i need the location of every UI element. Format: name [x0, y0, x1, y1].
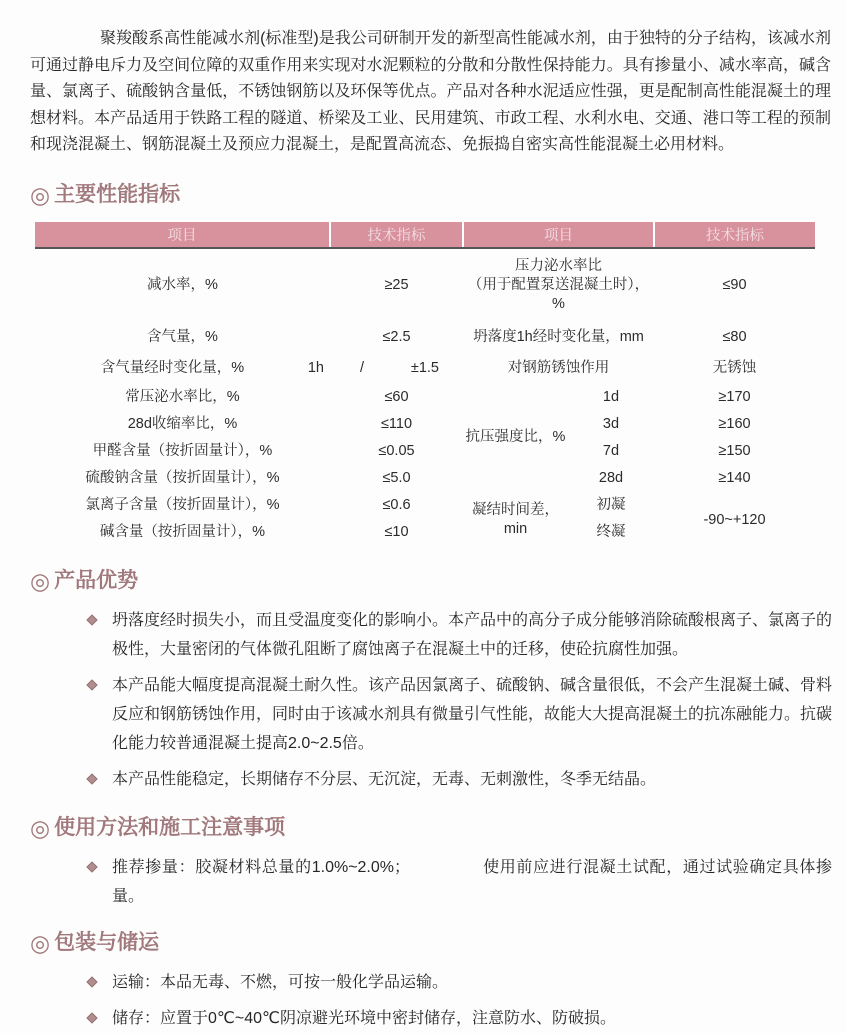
dosage-text: 推荐掺量：胶凝材料总量的1.0%~2.0%；	[112, 858, 411, 876]
perf-label: 碱含量（按折固量计），%	[99, 523, 266, 540]
perf-value: ≤0.05	[378, 442, 415, 459]
table-row	[35, 411, 815, 438]
diamond-bullet-icon	[86, 861, 97, 872]
transport-item	[30, 968, 832, 997]
double-circle-icon: ◎	[30, 567, 51, 594]
intro-paragraph: 聚羧酸系高性能减水剂(标准型)是我公司研制开发的新型高性能减水剂，由于独特的分子结构，该减水剂可通过静电斥力及空间位障的双重作用来实现对水泥颗粒的分散和分散性保持能力。具有掺量小、减水率高，碱含量、氯离子、硫酸钠含量低，不锈蚀钢筋以及环保等优点。产品对各种水泥适应性强，更是配制高性能混凝土的理想材料。本产品适用于铁路工程的隧道、桥梁及工业、民用建筑、市政工程、水利水电、交通、港口等工程的预制和现浇混凝土、钢筋混凝土及预应力混凝土，是配置高流态、免振捣自密实高性能混凝土必用材料。	[30, 30, 831, 154]
table-row	[35, 492, 815, 519]
advantage-text: 本产品能大幅度提高混凝土耐久性。该产品因氯离子、硫酸钠、碱含量很低，不会产生混凝土碱、骨料反应和钢筋锈蚀作用，同时由于该减水剂具有微量引气性能，故能大大提高混凝土的抗冻融能力。抗碳化能力较普通混凝土提高2.0~2.5倍。	[112, 676, 833, 752]
performance-table	[35, 222, 815, 549]
perf-label: 减水率，%	[147, 276, 218, 293]
table-row	[35, 465, 815, 492]
storage-item	[30, 1004, 832, 1033]
header-indicator-left: 技术指标	[330, 222, 463, 248]
section-title-packaging: 包装与储运	[54, 930, 160, 954]
section-title-usage: 使用方法和施工注意事项	[54, 815, 286, 839]
advantage-text: 坍落度经时损失小，而且受温度变化的影响小。本产品中的高分子成分能够消除硫酸根离子、氯离子的极性，大量密闭的气体微孔阻断了腐蚀离子在混凝土中的迁移，使砼抗腐性加强。	[112, 611, 833, 658]
transport-text: 运输：本品无毒、不燃，可按一般化学品运输。	[112, 973, 449, 991]
storage-text: 储存：应置于0℃~40℃阴凉避光环境中密封储存，注意防水、防破损。	[112, 1009, 616, 1027]
header-item-right: 项目	[463, 222, 654, 248]
strength-age: 28d	[598, 469, 624, 486]
table-row	[35, 248, 815, 322]
table-row	[35, 322, 815, 353]
pressure-label-line2: （用于配置泵送混凝土时），%	[467, 276, 650, 312]
strength-age: 7d	[602, 442, 620, 459]
header-item-left: 项目	[35, 222, 330, 248]
usage-item	[30, 853, 832, 911]
perf-label	[35, 353, 330, 384]
perf-label: 常压泌水率比，%	[125, 388, 240, 405]
packaging-list	[30, 968, 831, 1033]
strength-group-label: 抗压强度比，%	[465, 429, 566, 446]
perf-label: 硫酸钠含量（按折固量计），%	[85, 469, 280, 486]
perf-label: 含气量，%	[147, 328, 218, 345]
table-row	[35, 384, 815, 411]
perf-value: ≤90	[722, 276, 747, 293]
perf-value: -90~+120	[703, 511, 766, 528]
perf-label	[463, 248, 654, 322]
perf-value: ≥140	[718, 469, 751, 486]
table-row	[35, 353, 815, 384]
diamond-bullet-icon	[86, 773, 97, 784]
advantage-item	[30, 765, 832, 794]
diamond-bullet-icon	[86, 1012, 97, 1023]
table-row	[35, 438, 815, 465]
air-change-value: ±1.5	[410, 359, 439, 376]
strength-age: 1d	[602, 388, 620, 405]
setting-stage: 终凝	[596, 523, 626, 540]
perf-value	[330, 353, 463, 384]
air-change-label: 含气量经时变化量，%	[100, 359, 245, 376]
usage-list	[30, 853, 831, 911]
perf-label: 坍落度1h经时变化量，mm	[473, 328, 644, 345]
double-circle-icon: ◎	[30, 814, 51, 841]
air-change-slash: /	[360, 359, 365, 376]
diamond-bullet-icon	[86, 679, 97, 690]
advantages-list	[30, 606, 831, 794]
section-heading-packaging	[30, 928, 831, 958]
perf-value: ≥170	[718, 388, 751, 405]
perf-label: 氯离子含量（按折固量计），%	[85, 496, 280, 513]
advantage-item	[30, 606, 832, 664]
perf-value: ≤2.5	[382, 328, 411, 345]
perf-value: ≤10	[384, 523, 409, 540]
perf-label: 甲醛含量（按折固量计），%	[92, 442, 273, 459]
section-heading-usage	[30, 813, 831, 843]
perf-value: ≤110	[380, 415, 413, 432]
perf-label: 对钢筋锈蚀作用	[507, 359, 610, 376]
perf-value: 无锈蚀	[712, 359, 757, 376]
perf-value: ≤5.0	[382, 469, 411, 486]
double-circle-icon: ◎	[30, 181, 51, 208]
section-title-performance: 主要性能指标	[54, 182, 181, 206]
section-heading-advantages	[30, 566, 831, 596]
perf-label: 28d收缩率比，%	[127, 415, 238, 432]
strength-age: 3d	[602, 415, 620, 432]
diamond-bullet-icon	[86, 614, 97, 625]
perf-value: ≥25	[384, 276, 409, 293]
perf-value: ≤60	[384, 388, 409, 405]
dosage-note: 使用前应进行混凝土试配，通过试验确定具体掺量。	[112, 858, 832, 905]
advantage-text: 本产品性能稳定，长期储存不分层、无沉淀，无毒、无刺激性，冬季无结晶。	[112, 770, 657, 788]
air-change-time: 1h	[307, 359, 324, 376]
pressure-label-line1: 压力泌水率比	[515, 257, 602, 274]
table-header-row	[35, 222, 815, 248]
perf-value: ≥150	[718, 442, 751, 459]
double-circle-icon: ◎	[30, 929, 51, 956]
section-title-advantages: 产品优势	[54, 568, 139, 592]
setting-group-label: 凝结时间差，min	[472, 502, 559, 538]
advantage-item	[30, 671, 832, 758]
perf-value: ≤0.6	[382, 496, 411, 513]
setting-stage: 初凝	[596, 496, 626, 513]
perf-value: ≤80	[722, 328, 747, 345]
header-indicator-right: 技术指标	[654, 222, 815, 248]
perf-value: ≥160	[718, 415, 751, 432]
section-heading-performance	[30, 180, 831, 210]
diamond-bullet-icon	[86, 976, 97, 987]
